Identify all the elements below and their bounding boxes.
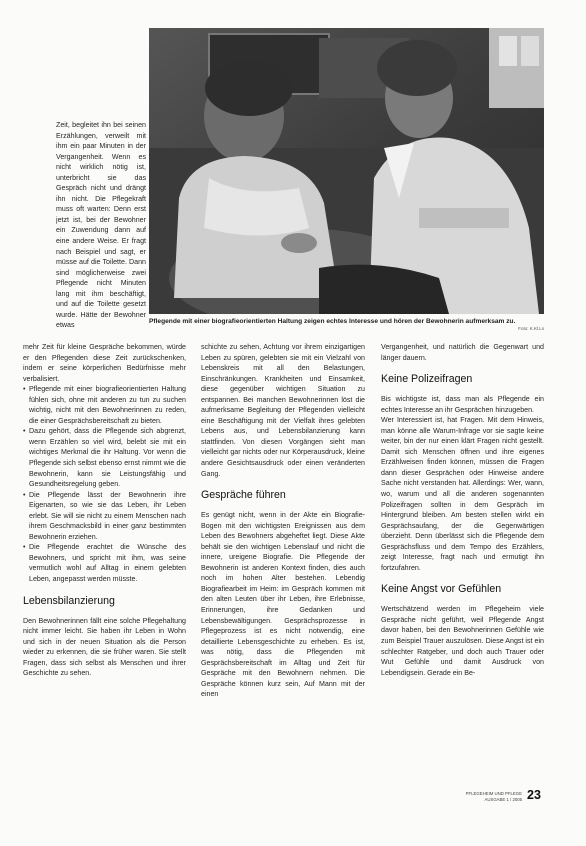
section-heading: Keine Angst vor Gefühlen — [381, 583, 502, 596]
photo-credit: Foto: K.Kl.Ls — [518, 326, 544, 331]
footer-issue: AUSGABE 1 / 2005 — [484, 796, 522, 802]
paragraph: Es genügt nicht, wenn in der Akte ein Biografie-Bogen mit den wichtigsten Ereignissen aus dem Leben des Bewohners abgeheftet liegt. Diese Akte behält sie den wichtigen Lebenslauf und nicht die innere, ureigene Biografie. Die Pflegende der Bewohnerin ist anderen Kontext finden, dies auch noch im hohen Alter bestehen. Lebendig Biografiearbeit im Heim: im Gespräch kommen mit den alten Leuten über ihr Leben, ihre Erlebnisse, Erinnerungen, ihre Gedanken und Lebensbewältigungen. Gesprächsprozesse in Pflegeprozess ist es nicht notwendig, eine detaillierte Lebensgeschichte zu erheben. Es ist, was nötig, dass die Pflegenden mit Gesprächsbereitschaft im Alltag und Zeit für Gespräche mit den Bewohnern nehmen. Die Gespräche können kurz sein, Auf Mann mit der einen — [201, 511, 365, 699]
column-1-top — [56, 120, 146, 342]
footer-publication: PFLEGEHEIM UND PFLEGE — [465, 791, 522, 796]
section-heading: Gespräche führen — [201, 489, 286, 502]
photo-image — [149, 28, 544, 314]
column-1 — [23, 342, 186, 802]
paragraph: Wertschätzend werden im Pflegeheim viele Gespräche nicht geführt, weil Pflegende Angst davor haben, bei den Bewohnerinnen Gefühle wie zum Beispiel Trauer auszulösen. Diese Angst ist ein schlechter Ratgeber, und doch auch Trauer oder Wut Gefühle und damit Ausdruck von Lebendigsein. Gerade ein Be- — [381, 605, 544, 677]
section-heading: Lebensbilanzierung — [23, 594, 115, 607]
paragraph: Zeit, begleitet ihn bei seinen Erzählungen, verweilt mit ihm ein paar Minuten in der Vergangenheit. Wenn es nicht wirklich nötig ist, unterbricht sie das Gespräch nicht und drängt ihn nicht. Die Pflegekraft muss oft warten: Denn erst jetzt ist, bei der Bewohner ein Zuwendung dann auf eine andere Weise. Er fragt nach Beispiel und sagt, er müsse auf die Toilette. Dann sind möglicherweise zwei Pflegende nicht Minuten lang mit ihm beschäftigt, und auf die Toilette gesetzt wurde. Hätte der Bewohner etwas — [56, 121, 146, 330]
footer-text — [438, 791, 522, 802]
paragraph: Bis wichtigste ist, dass man als Pflegende ein echtes Interesse an ihr Gesprächen hinzugeben. Wer Interessiert ist, hat Fragen. Mit dem Hinweis, man könne alle Warum-Infrage vor sie sagte keine weiter, bin der nur einen klärt Fragen nicht gestellt. Damit sich Menschen öffnen und ihre eigenes Erzählweisen finden können, müssen die Fragen dann dieser Gesprächen oder Hinweise andere Sache nicht verstanden hat. Allerdings: Wer, wann, wo, warum und all die anderen sogenannten Polizeifragen sollten in dem Gespräch im Hintergrund bleiben. Am besten stellen wirkt ein Gesprächsaufang, der die Gegenwärtigen überzieht. Denn überlässt sich die Pflegende dem Gesprächsfluss und dem Tempo des Erzählers, zeigt Interesse, fragt nach und ermutigt ihn fortzufahren. — [381, 395, 544, 572]
section-heading: Keine Polizeifragen — [381, 373, 473, 386]
paragraph: mehr Zeit für kleine Gespräche bekommen, würde er den Pflegenden diese Zeit zurückschenken, indem er seine körperlichen Bedürfnisse mehr verbalisiert. — [23, 343, 186, 383]
paragraph: schichte zu sehen, Achtung vor ihrem einzigartigen Leben zu spüren, gelebten sie mit ein Vielzahl von Lebenskreis mit all den Belastungen, Einschränkungen. Krankheiten und Einsamkeit, diese gegenüber wichtigen Situation zu entspannen. Bei manchen Bewohnerinnen löst die aufmerksame Begleitung der Pflegenden vielleicht eine Beschäftigung mit der Vielfalt ihres gelebten Lebens aus, und Lebensbilanzierung kann stattfinden. Von diesen Vorgängen sieht man vielleicht gar nichts oder nur Körperausdruck, kleine andere Gesichtsausdruck oder einen veränderten Gang. — [201, 343, 365, 478]
page-number: 23 — [527, 788, 541, 802]
paragraph: Vergangenheit, und natürlich die Gegenwart und länger dauern. — [381, 343, 544, 362]
page-footer — [438, 788, 544, 810]
list-item: • Die Pflegende lässt der Bewohnerin ihre Eigenarten, so wie sie das Leben, ihr Leben erlebt. Sie will sie nicht zu einem Menschen nach ihrem Geschmacksbild in einer ganz bestimmten Bewohnerin erziehen. — [23, 490, 186, 543]
list-item: • Dazu gehört, dass die Pflegende sich abgrenzt, wenn Erzählen so viel wird, belebt sie mit ein wichtiges Merkmal die ihr Haltung. Vor wenn die Pflegende sich selbst ebenso ernst nimmt wie die Bewohnerin, kann sie Leistungsfähig und Gesundheitsregelung geben. — [23, 426, 186, 489]
list-item: • Pflegende mit einer biografieorientierten Haltung fühlen sich, ohne mit anderen zu tun zu suchen wichtig, nicht mit den Bewohnerinnen zu reden, die einer Gesprächsbereitschaft zu bieten. — [23, 384, 186, 426]
column-3 — [381, 342, 544, 802]
bullet-list — [23, 384, 186, 584]
list-item: • Die Pflegende erachtet die Wünsche des Bewohners, und spricht mit ihm, was seine vermutlich wohl auf Alltag in einem gelebten Leben, angepasst werden müsste. — [23, 542, 186, 584]
paragraph: Den Bewohnerinnen fällt eine solche Pflegehaltung nicht immer leicht. Sie haben ihr Leben in Wohn und sich in der neuen Situation als die Person wieder zu erkennen, die sie früher waren. Sie stellt Fragen, dass sich selbst als Menschen und ihrer Geschichte zu sehen. — [23, 616, 186, 678]
photo-caption: Pflegende mit einer biografieorientierten Haltung zeigen echtes Interesse und hören der Bewohnerin aufmerksam zu. — [149, 318, 516, 325]
column-2 — [201, 342, 365, 802]
photo — [149, 28, 544, 314]
